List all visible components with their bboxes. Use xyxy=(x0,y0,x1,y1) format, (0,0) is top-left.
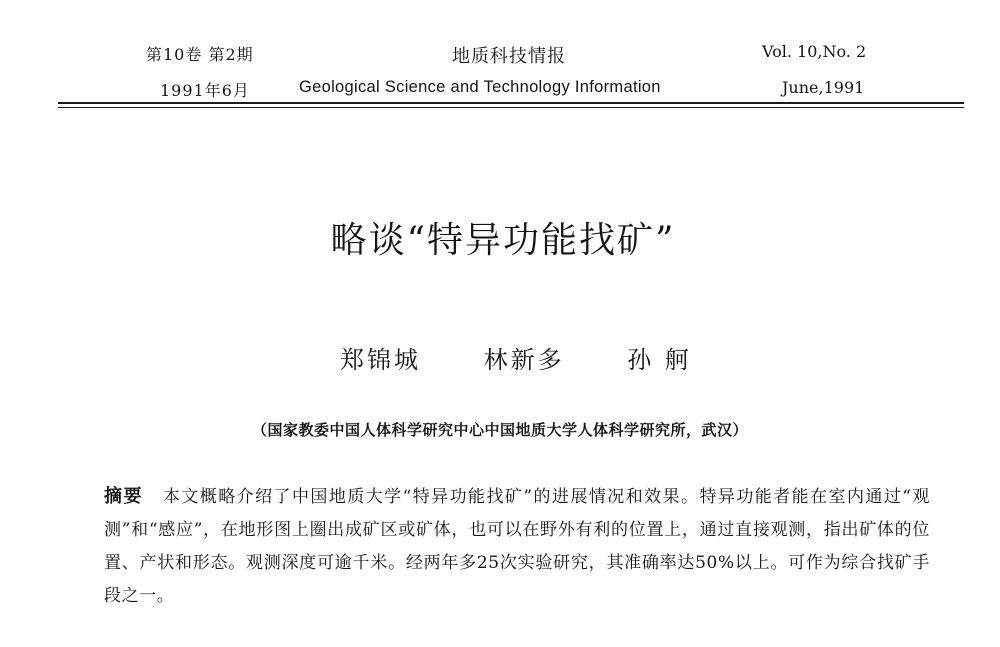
publication-date-cn: 1991年6月 xyxy=(160,81,250,100)
publication-date-en: June,1991 xyxy=(782,78,865,97)
author-name: 林新多 xyxy=(483,346,565,374)
author-affiliation: （国家教委中国人体科学研究中心中国地质大学人体科学研究所，武汉） xyxy=(251,421,748,439)
journal-name-cn: 地质科技情报 xyxy=(452,46,566,67)
volume-issue-cn: 第10卷 第2期 xyxy=(146,45,254,64)
header-rule-thin xyxy=(58,107,964,108)
journal-header-row-1 xyxy=(0,42,1000,70)
abstract-label: 摘要 xyxy=(104,486,143,507)
article-title: 略谈“特异功能找矿” xyxy=(330,220,676,261)
author-name: 郑锦城 xyxy=(340,346,421,374)
journal-name-en: Geological Science and Technology Information xyxy=(299,78,661,96)
abstract xyxy=(104,480,930,613)
author-list xyxy=(340,340,692,375)
volume-issue-en: Vol. 10,No. 2 xyxy=(762,42,867,61)
author-name: 孙 舸 xyxy=(627,346,692,374)
abstract-text: 本文概略介绍了中国地质大学“特异功能找矿”的进展情况和效果。特异功能者能在室内通过“观测”和“感应”，在地形图上圈出成矿区或矿体，也可以在野外有利的位置上，通过直接观测，指出矿体的位置、产状和形态。观测深度可逾千米。经两年多25次实验研究，其准确率达50%以上。可作为综合找矿手段之一。 xyxy=(104,487,931,606)
header-rule-thick xyxy=(58,102,964,104)
